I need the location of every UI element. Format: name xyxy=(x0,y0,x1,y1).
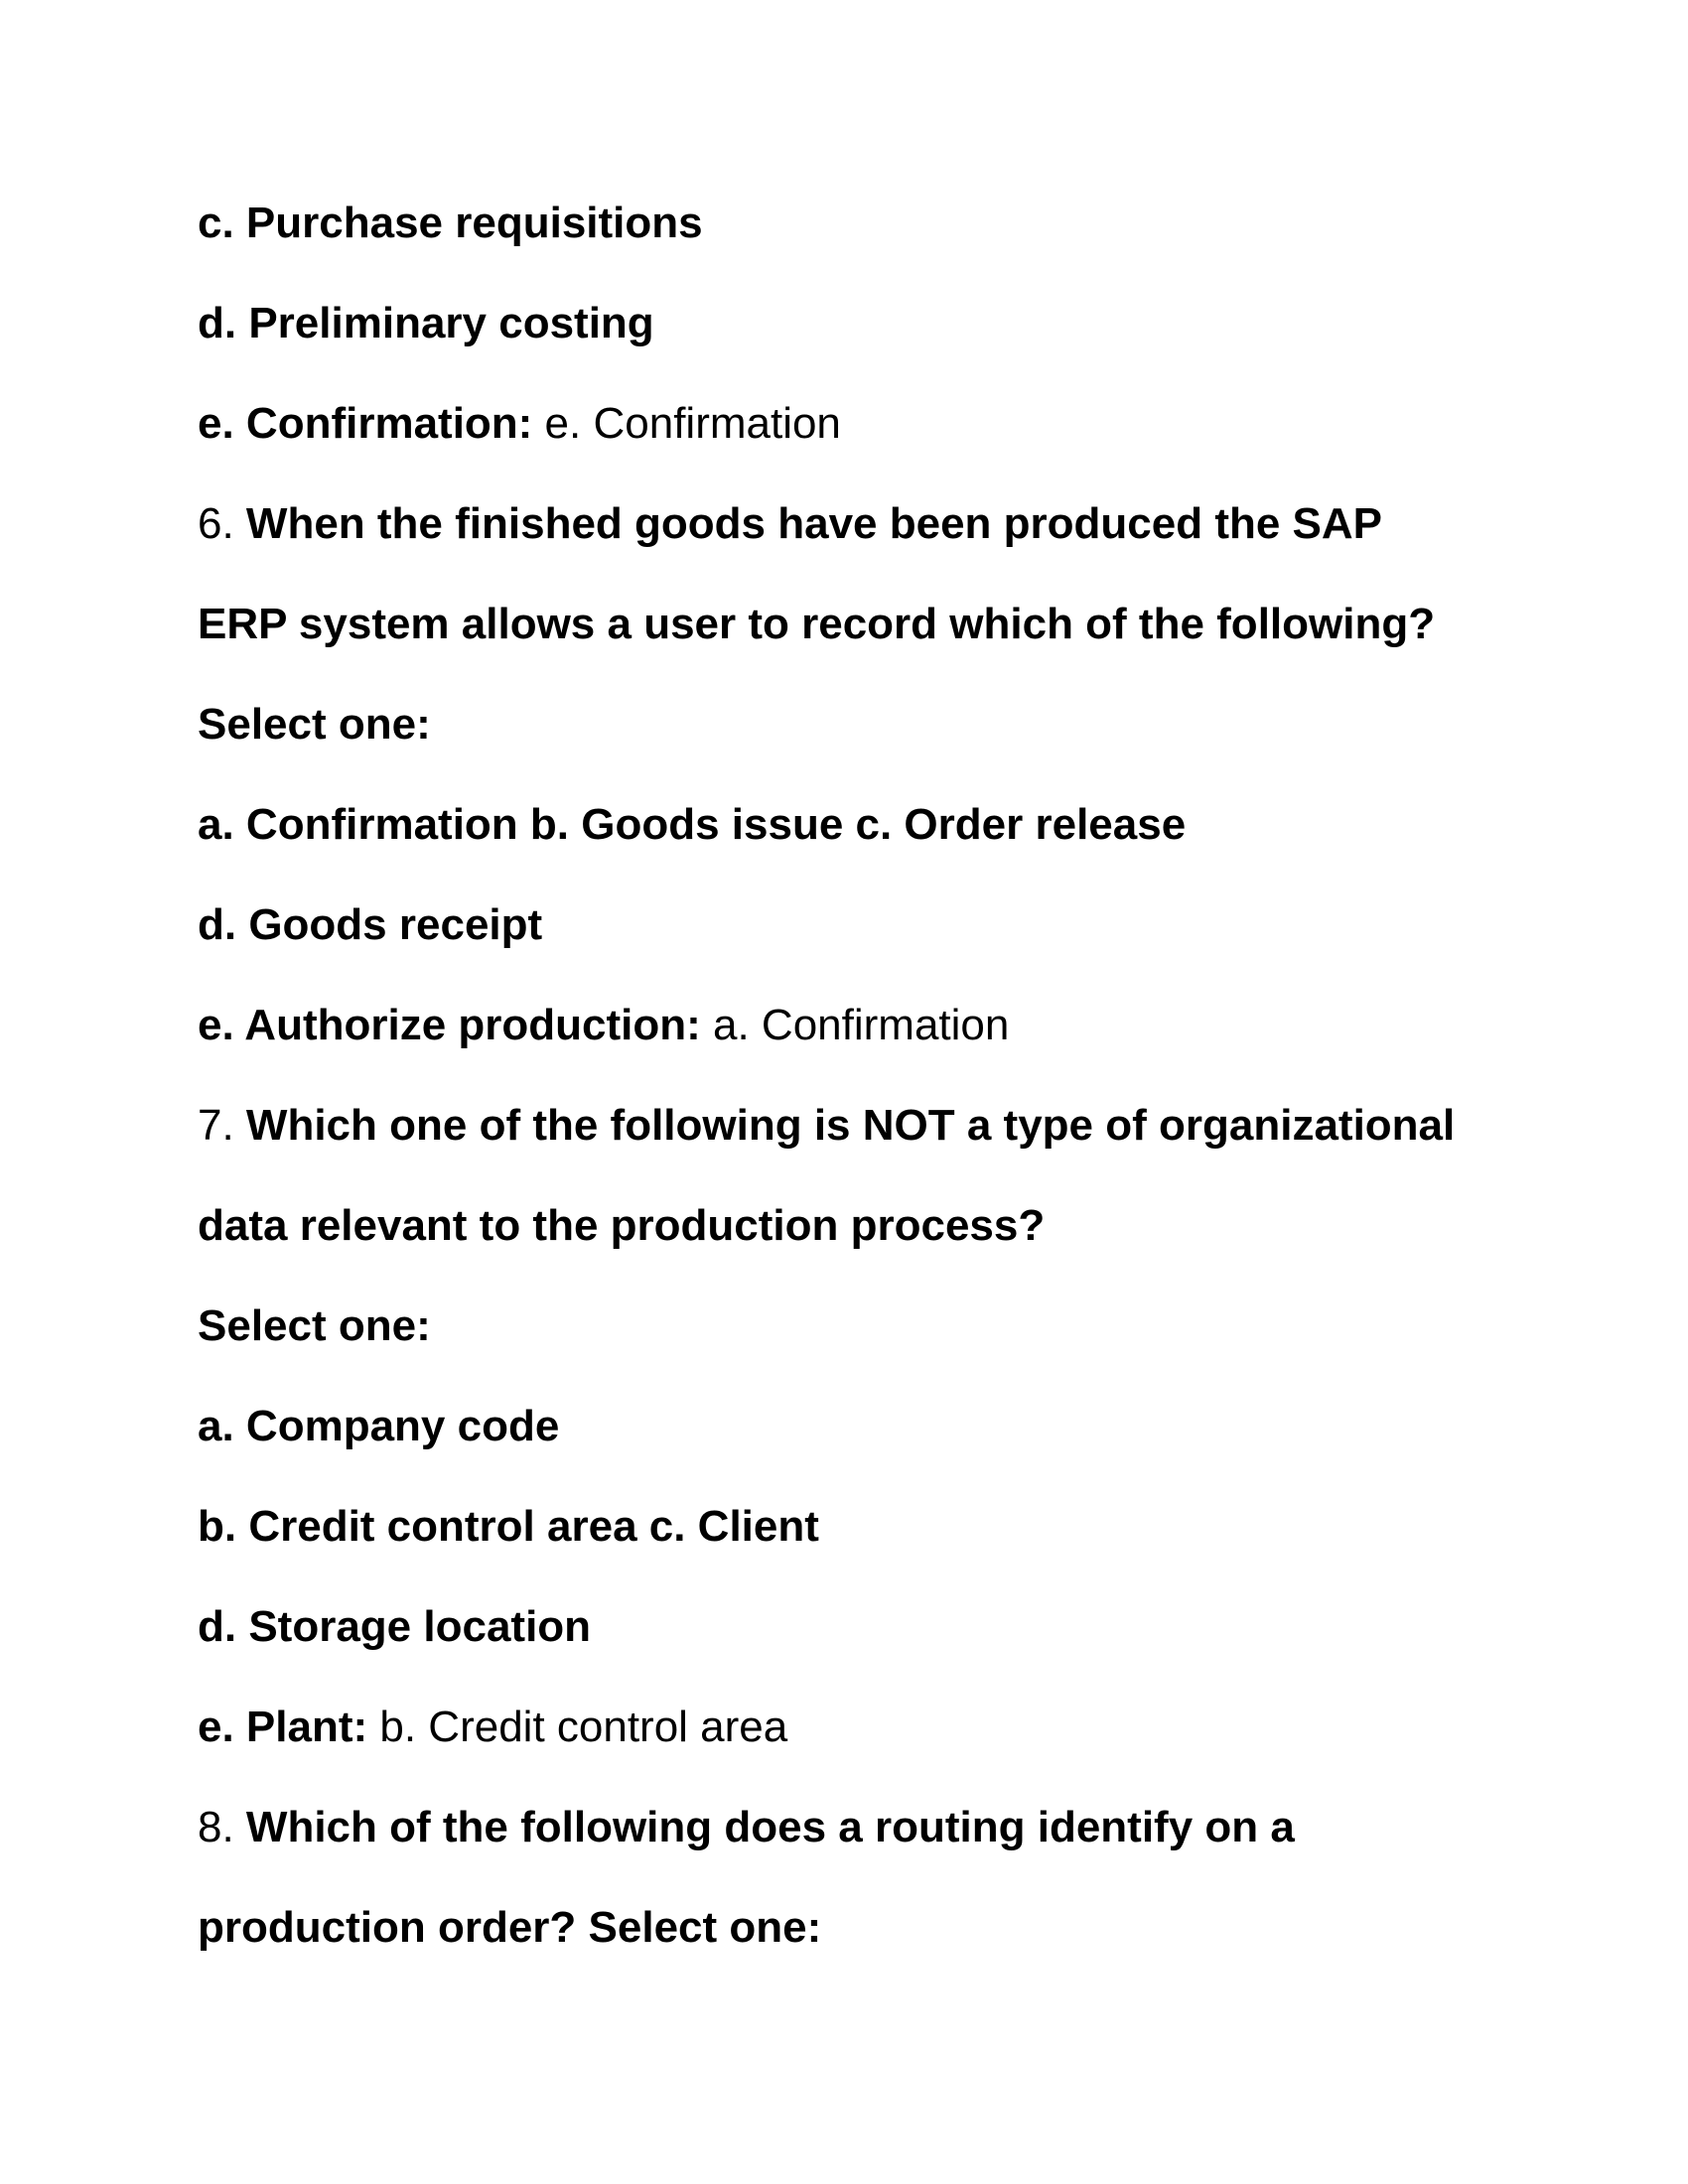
text-line xyxy=(198,1476,1589,1576)
text-line xyxy=(198,774,1589,875)
bold-text: d. Storage location xyxy=(198,1602,592,1651)
text-line xyxy=(198,1576,1589,1677)
answer-text: e. Confirmation xyxy=(532,399,841,448)
text-line xyxy=(198,875,1589,975)
bold-text: a. Company code xyxy=(198,1402,560,1450)
bold-text: production order? Select one: xyxy=(198,1903,822,1952)
bold-text: When the finished goods have been produced the SAP xyxy=(245,499,1383,548)
bold-text: d. Goods receipt xyxy=(198,900,543,949)
document-page xyxy=(198,173,1589,1978)
bold-text: b. Credit control area c. Client xyxy=(198,1502,819,1551)
bold-text: Select one: xyxy=(198,700,431,749)
text-line xyxy=(198,574,1589,674)
bold-text: a. Confirmation b. Goods issue c. Order release xyxy=(198,800,1187,849)
answer-text: 7. xyxy=(198,1101,246,1150)
text-line xyxy=(198,975,1589,1075)
text-line xyxy=(198,173,1589,273)
bold-text: ERP system allows a user to record which of the following? xyxy=(198,600,1436,648)
bold-text: data relevant to the production process? xyxy=(198,1201,1046,1250)
text-line xyxy=(198,674,1589,774)
bold-text: e. Plant: xyxy=(198,1703,368,1751)
answer-text: a. Confirmation xyxy=(700,1001,1010,1049)
answer-text: 6. xyxy=(198,499,246,548)
bold-text: Select one: xyxy=(198,1301,431,1350)
text-line xyxy=(198,1877,1589,1978)
text-line xyxy=(198,1276,1589,1376)
bold-text: e. Confirmation: xyxy=(198,399,533,448)
bold-text: Which of the following does a routing identify on a xyxy=(245,1803,1295,1851)
answer-text: 8. xyxy=(198,1803,246,1851)
text-line xyxy=(198,273,1589,373)
bold-text: d. Preliminary costing xyxy=(198,299,654,347)
text-line xyxy=(198,1376,1589,1476)
bold-text: e. Authorize production: xyxy=(198,1001,701,1049)
answer-text: b. Credit control area xyxy=(367,1703,788,1751)
text-line xyxy=(198,1777,1589,1877)
text-line xyxy=(198,474,1589,574)
bold-text: c. Purchase requisitions xyxy=(198,199,703,247)
bold-text: Which one of the following is NOT a type of organizational xyxy=(245,1101,1456,1150)
text-line xyxy=(198,373,1589,474)
text-line xyxy=(198,1677,1589,1777)
text-line xyxy=(198,1075,1589,1175)
text-line xyxy=(198,1175,1589,1276)
